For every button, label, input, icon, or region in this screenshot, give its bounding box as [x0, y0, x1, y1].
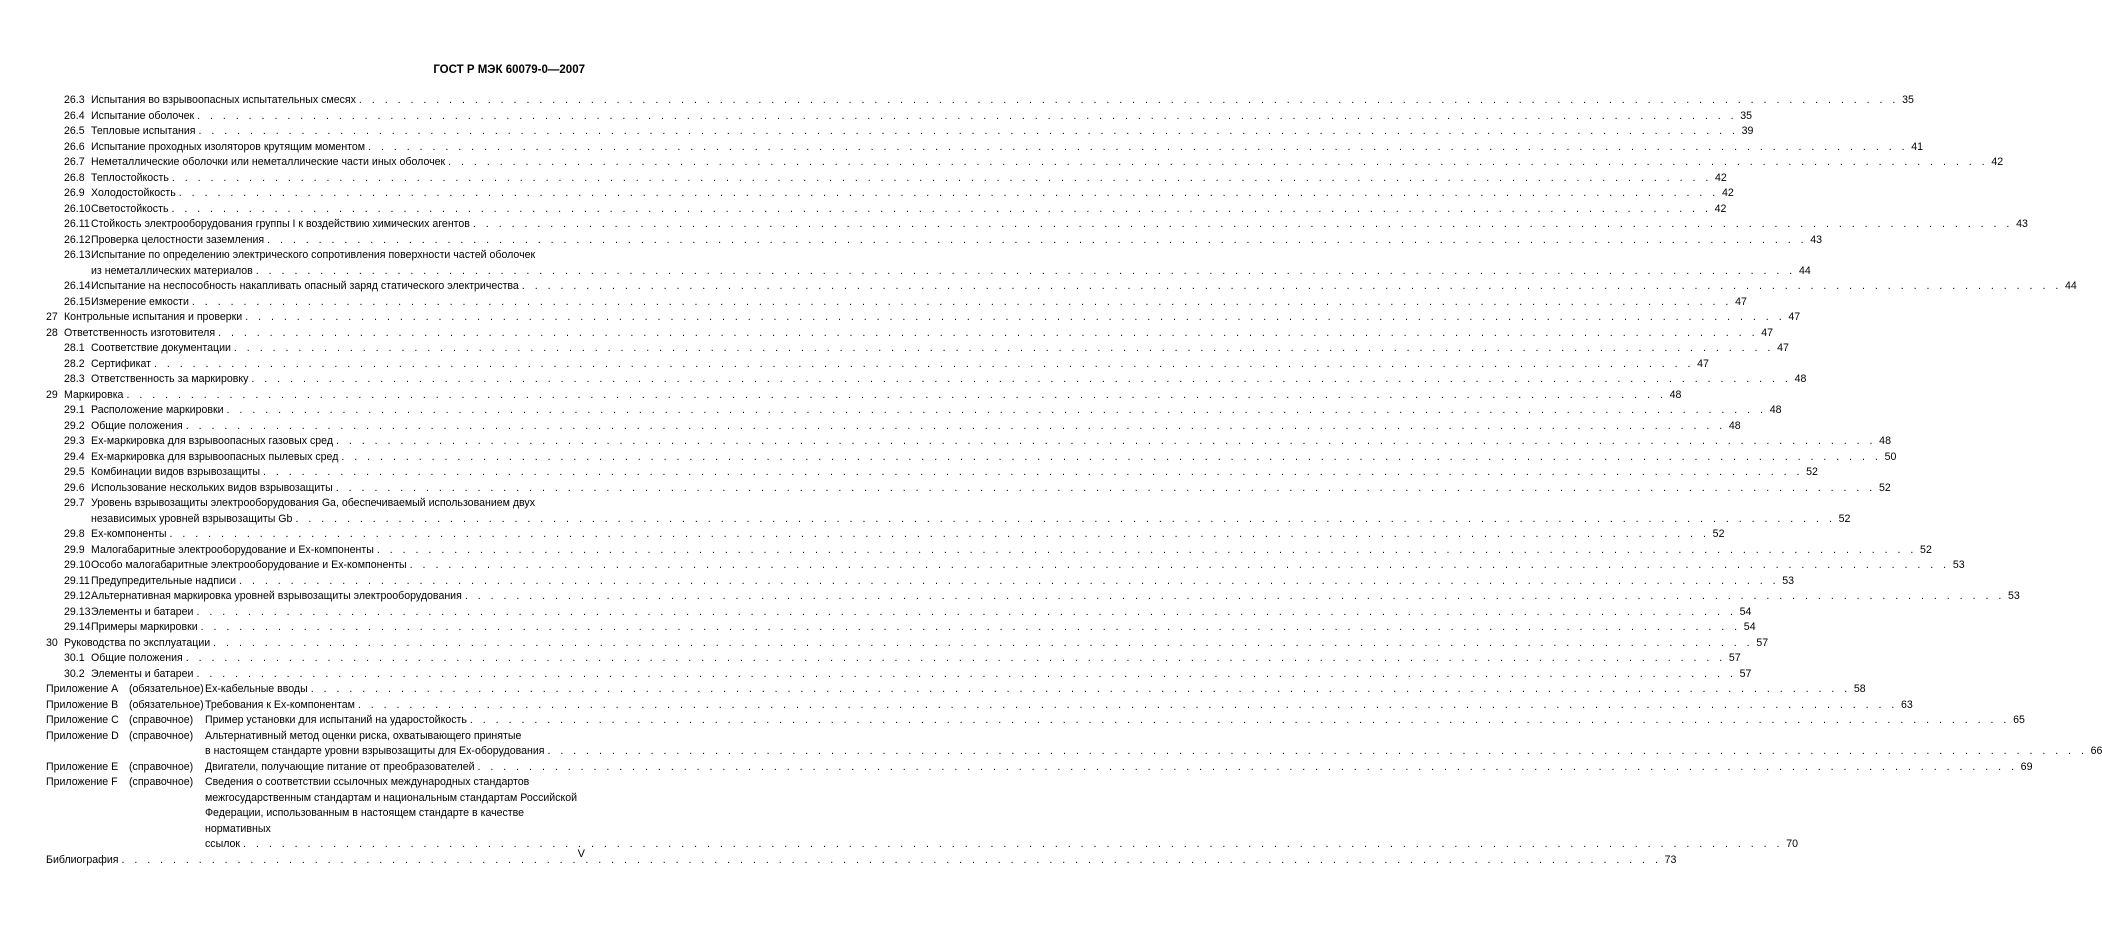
entry-title: Теплостойкость [91, 171, 169, 184]
toc-entry[interactable] [46, 310, 1801, 326]
section-number: 29.1 [64, 404, 85, 416]
page-ref: 53 [1952, 559, 1965, 571]
dot-leader [154, 357, 1694, 373]
dot-leader [170, 527, 1710, 543]
entry-title: независимых уровней взрывозащиты Gb [91, 512, 293, 525]
toc-entry[interactable] [46, 574, 1795, 590]
page-ref: 39 [1741, 125, 1754, 137]
toc-entry[interactable] [46, 171, 1727, 187]
dot-leader [470, 713, 2010, 729]
entry-title-line: Уровень взрывозащиты электрооборудования Ga, обеспечиваемый использованием двух [91, 497, 536, 509]
dot-leader [377, 543, 1917, 559]
toc-entry[interactable] [46, 713, 2025, 729]
section-number: 29.4 [64, 450, 85, 463]
section-number: 26.5 [64, 125, 85, 137]
entry-title: Двигатели, получающие питание от преобразователей [205, 760, 475, 773]
toc-entry[interactable] [46, 140, 1924, 156]
appendix-label: Приложение С [46, 714, 119, 726]
dot-leader [198, 124, 1738, 140]
dot-leader [263, 465, 1803, 481]
toc-entry[interactable] [46, 372, 1807, 388]
entry-title: Элементы и батареи [91, 605, 194, 618]
entry-title-line: Сведения о соответствии ссылочных международных стандартов [205, 776, 530, 788]
section-number: 26.14 [64, 280, 91, 292]
toc-entry[interactable] [46, 186, 1734, 202]
dot-leader [218, 326, 1758, 342]
dot-leader [336, 481, 1876, 497]
toc-entry[interactable] [46, 853, 1677, 869]
entry-title: Испытание на неспособность накапливать опасный заряд статического электричества [91, 280, 519, 292]
entry-title: Использование нескольких видов взрывозащиты [91, 481, 333, 494]
toc-entry[interactable] [46, 698, 1913, 714]
entry-title: Проверка целостности заземления [91, 233, 265, 246]
toc-entry[interactable] [46, 109, 1753, 125]
section-number: 29.2 [64, 419, 85, 432]
section-number: 26.8 [64, 171, 85, 184]
page-ref: 69 [2020, 760, 2033, 773]
page-ref: 52 [1920, 543, 1932, 556]
section-number: 29 [46, 388, 58, 401]
toc-entry[interactable] [46, 450, 1897, 466]
toc-entry[interactable] [46, 496, 1851, 527]
section-number: 29.7 [64, 497, 85, 509]
entry-title: Ех-маркировка для взрывоопасных газовых сред [91, 435, 334, 447]
page-ref: 47 [1697, 357, 1709, 370]
dot-leader [448, 155, 1988, 171]
entry-title: Ех-маркировка для взрывоопасных пылевых сред [91, 450, 339, 463]
dot-leader [239, 574, 1779, 590]
page-ref: 47 [1777, 342, 1789, 354]
page-ref: 70 [1786, 838, 1798, 850]
appendix-type: (справочное) [129, 760, 194, 773]
entry-title: Библиография [46, 853, 119, 866]
section-number: 28.3 [64, 373, 85, 385]
dot-leader [234, 341, 1774, 357]
page-ref: 66 [2090, 745, 2102, 757]
section-number: 29.11 [64, 574, 90, 587]
entry-title: из неметаллических материалов [91, 264, 253, 277]
appendix-type: (обязательное) [129, 683, 204, 695]
entry-title: Особо малогабаритные электрооборудование и Ех-компоненты [91, 559, 407, 571]
section-number: 29.9 [64, 543, 85, 556]
dot-leader [410, 558, 1950, 574]
section-number: 28.2 [64, 357, 85, 370]
section-number: 26.9 [64, 187, 85, 199]
section-number: 29.5 [64, 466, 85, 478]
toc-entry[interactable] [46, 419, 1741, 435]
dot-leader [243, 837, 1783, 853]
section-number: 30.1 [64, 652, 85, 664]
entry-title: Светостойкость [91, 202, 169, 215]
dot-leader [172, 171, 1712, 187]
toc-entry[interactable] [46, 93, 1914, 109]
page-ref: 42 [1721, 187, 1734, 199]
toc-entry[interactable] [46, 729, 2102, 760]
entry-title: Малогабаритные электрооборудование и Ех-компоненты [91, 543, 374, 556]
page-ref: 50 [1884, 450, 1897, 463]
section-number: 28 [46, 326, 58, 339]
toc-entry[interactable] [46, 481, 1891, 497]
toc-entry[interactable] [46, 667, 1752, 683]
entry-title-line: межгосударственным стандартам и национальным стандартам Российской [205, 791, 578, 804]
dot-leader [192, 295, 1732, 311]
entry-title: Ответственность за маркировку [91, 373, 249, 385]
page-ref: 44 [1798, 264, 1811, 277]
page-ref: 43 [1810, 233, 1823, 246]
entry-title: Испытание оболочек [91, 109, 195, 122]
page-ref: 42 [1714, 202, 1727, 215]
entry-title: в настоящем стандарте уровни взрывозащиты для Ех-оборудования [205, 745, 545, 757]
section-number: 26.4 [64, 109, 85, 122]
toc-entry[interactable] [46, 155, 2004, 171]
toc-entry[interactable] [46, 775, 1798, 853]
dot-leader [227, 403, 1767, 419]
entry-title: Общие положения [91, 652, 183, 664]
page-ref: 48 [1794, 373, 1807, 385]
page-ref: 54 [1739, 605, 1752, 618]
entry-title-line: Федерации, использованным в настоящем стандарте в качестве нормативных [205, 807, 525, 835]
appendix-type: (справочное) [129, 714, 194, 726]
toc-entry[interactable] [46, 760, 2033, 776]
entry-title: Сертификат [91, 357, 151, 370]
toc-entry[interactable] [46, 465, 1818, 481]
entry-title: Руководства по эксплуатации [64, 636, 211, 649]
page-ref: 57 [1756, 636, 1769, 649]
page-ref: 35 [1902, 94, 1914, 106]
dot-leader [341, 450, 1881, 466]
section-number: 29.12 [64, 590, 91, 602]
entry-title: Пример установки для испытаний на ударостойкость [205, 714, 467, 726]
page-ref: 47 [1788, 311, 1801, 323]
section-number: 26.13 [64, 249, 91, 261]
page-ref: 47 [1735, 295, 1747, 308]
dot-leader [121, 853, 1661, 869]
section-number: 29.6 [64, 481, 85, 494]
entry-title: Неметаллические оболочки или неметаллические части иных оболочек [91, 156, 446, 168]
toc-entry[interactable] [46, 589, 2020, 605]
section-number: 29.13 [64, 605, 91, 618]
toc-entry[interactable] [46, 326, 1774, 342]
page-ref: 41 [1911, 140, 1924, 153]
entry-title: Общие положения [91, 419, 183, 432]
page-ref: 48 [1669, 388, 1682, 401]
page-ref: 48 [1769, 404, 1782, 416]
page-ref: 48 [1879, 435, 1891, 447]
page-ref: 53 [1782, 574, 1795, 587]
section-number: 26.12 [64, 233, 91, 246]
toc-entry[interactable] [46, 543, 1932, 559]
dot-leader [478, 760, 2018, 776]
section-number: 26.10 [64, 202, 91, 215]
page-number: V [577, 848, 585, 860]
section-number: 26.11 [64, 218, 90, 230]
page-ref: 52 [1838, 512, 1851, 525]
section-number: 29.3 [64, 435, 85, 447]
toc-entry[interactable] [46, 124, 1754, 140]
dot-leader [213, 636, 1753, 652]
page-ref: 58 [1853, 683, 1866, 695]
toc-entry[interactable] [46, 527, 1725, 543]
page-ref: 63 [1901, 698, 1913, 711]
entry-title-line: Альтернативный метод оценки риска, охватывающего принятые [205, 729, 522, 742]
dot-leader [548, 744, 2088, 760]
dot-leader [295, 512, 1835, 528]
appendix-label: Приложение D [46, 729, 119, 742]
page-ref: 52 [1712, 528, 1725, 540]
page-ref: 57 [1739, 667, 1752, 680]
entry-title: Расположение маркировки [91, 404, 224, 416]
toc-entry[interactable] [46, 279, 2077, 295]
page-ref: 42 [1991, 156, 2004, 168]
dot-leader [245, 310, 1785, 326]
appendix-type: (обязательное) [129, 698, 204, 711]
dot-leader [267, 233, 1807, 249]
toc-entry[interactable] [46, 636, 1769, 652]
appendix-type: (справочное) [129, 776, 194, 788]
page-ref: 48 [1728, 419, 1741, 432]
dot-leader [311, 682, 1851, 698]
entry-title: Ех-компоненты [91, 528, 167, 540]
page-ref: 65 [2013, 714, 2025, 726]
page-ref: 42 [1715, 171, 1727, 184]
dot-leader [336, 434, 1876, 450]
page-ref: 73 [1664, 853, 1677, 866]
toc-entry[interactable] [46, 558, 1965, 574]
dot-leader [359, 93, 1899, 109]
dot-leader [522, 279, 2062, 295]
section-number: 29.14 [64, 621, 91, 633]
dot-leader [179, 186, 1719, 202]
dot-leader [256, 264, 1796, 280]
toc-entry[interactable] [46, 341, 1789, 357]
toc-entry[interactable] [46, 217, 2028, 233]
dot-leader [171, 202, 1711, 218]
section-number: 27 [46, 311, 58, 323]
page-ref: 35 [1740, 109, 1753, 122]
section-number: 30 [46, 636, 58, 649]
document-header: ГОСТ Р МЭК 60079-0—2007 [433, 64, 585, 76]
appendix-type: (справочное) [129, 729, 194, 742]
entry-title: Контрольные испытания и проверки [64, 311, 243, 323]
entry-title: Измерение емкости [91, 295, 189, 308]
page-ref: 52 [1878, 481, 1891, 494]
page-ref: 52 [1806, 466, 1818, 478]
page-ref: 53 [2008, 590, 2020, 602]
section-number: 26.6 [64, 140, 85, 153]
dot-leader [196, 667, 1736, 683]
toc-entry[interactable] [46, 403, 1782, 419]
dot-leader [251, 372, 1791, 388]
section-number: 29.8 [64, 528, 85, 540]
dot-leader [126, 388, 1666, 404]
dot-leader [465, 589, 2005, 605]
toc-entry[interactable] [46, 295, 1747, 311]
section-number: 29.10 [64, 559, 91, 571]
toc-entry[interactable] [46, 233, 1823, 249]
entry-title: Ответственность изготовителя [64, 326, 216, 339]
entry-title: Соответствие документации [91, 342, 231, 354]
entry-title: Стойкость электрооборудования группы I к воздействию химических агентов [91, 218, 470, 230]
appendix-label: Приложение В [46, 698, 119, 711]
toc-entry[interactable] [46, 434, 1891, 450]
table-of-contents [46, 93, 2102, 868]
dot-leader [196, 605, 1736, 621]
entry-title: Испытания во взрывоопасных испытательных смесях [91, 94, 356, 106]
dot-leader [358, 698, 1898, 714]
page-ref: 44 [2064, 280, 2077, 292]
appendix-label: Приложение F [46, 776, 118, 788]
entry-title: Тепловые испытания [91, 125, 196, 137]
entry-title-line: Испытание по определению электрического сопротивления поверхности частей оболочек [91, 249, 536, 261]
appendix-label: Приложение А [46, 683, 119, 695]
toc-entry[interactable] [46, 620, 1756, 636]
appendix-label: Приложение Е [46, 760, 119, 773]
entry-title: Холодостойкость [91, 187, 176, 199]
page-ref: 43 [2016, 218, 2028, 230]
page-ref: 54 [1743, 621, 1756, 633]
dot-leader [197, 109, 1737, 125]
toc-entry[interactable] [46, 682, 1866, 698]
section-number: 26.15 [64, 295, 91, 308]
entry-title: Предупредительные надписи [91, 574, 237, 587]
section-number: 30.2 [64, 667, 85, 680]
entry-title: ссылок [205, 838, 241, 850]
dot-leader [201, 620, 1741, 636]
section-number: 26.3 [64, 94, 85, 106]
entry-title: Испытание проходных изоляторов крутящим моментом [91, 140, 366, 153]
entry-title: Требования к Ех-компонентам [205, 698, 355, 711]
entry-title: Примеры маркировки [91, 621, 198, 633]
section-number: 26.7 [64, 156, 85, 168]
toc-entry[interactable] [46, 248, 1811, 279]
dot-leader [186, 651, 1726, 667]
toc-entry[interactable] [46, 605, 1752, 621]
dot-leader [186, 419, 1726, 435]
toc-entry[interactable] [46, 651, 1741, 667]
entry-title: Альтернативная маркировка уровней взрывозащиты электрооборудования [91, 590, 462, 602]
dot-leader [368, 140, 1908, 156]
toc-entry[interactable] [46, 388, 1682, 404]
toc-entry[interactable] [46, 357, 1709, 373]
entry-title: Ех-кабельные вводы [205, 683, 308, 695]
page-ref: 57 [1728, 652, 1741, 664]
entry-title: Комбинации видов взрывозащиты [91, 466, 260, 478]
entry-title: Элементы и батареи [91, 667, 194, 680]
dot-leader [473, 217, 2013, 233]
entry-title: Маркировка [64, 388, 124, 401]
page-ref: 47 [1761, 326, 1774, 339]
toc-entry[interactable] [46, 202, 1727, 218]
section-number: 28.1 [64, 342, 85, 354]
